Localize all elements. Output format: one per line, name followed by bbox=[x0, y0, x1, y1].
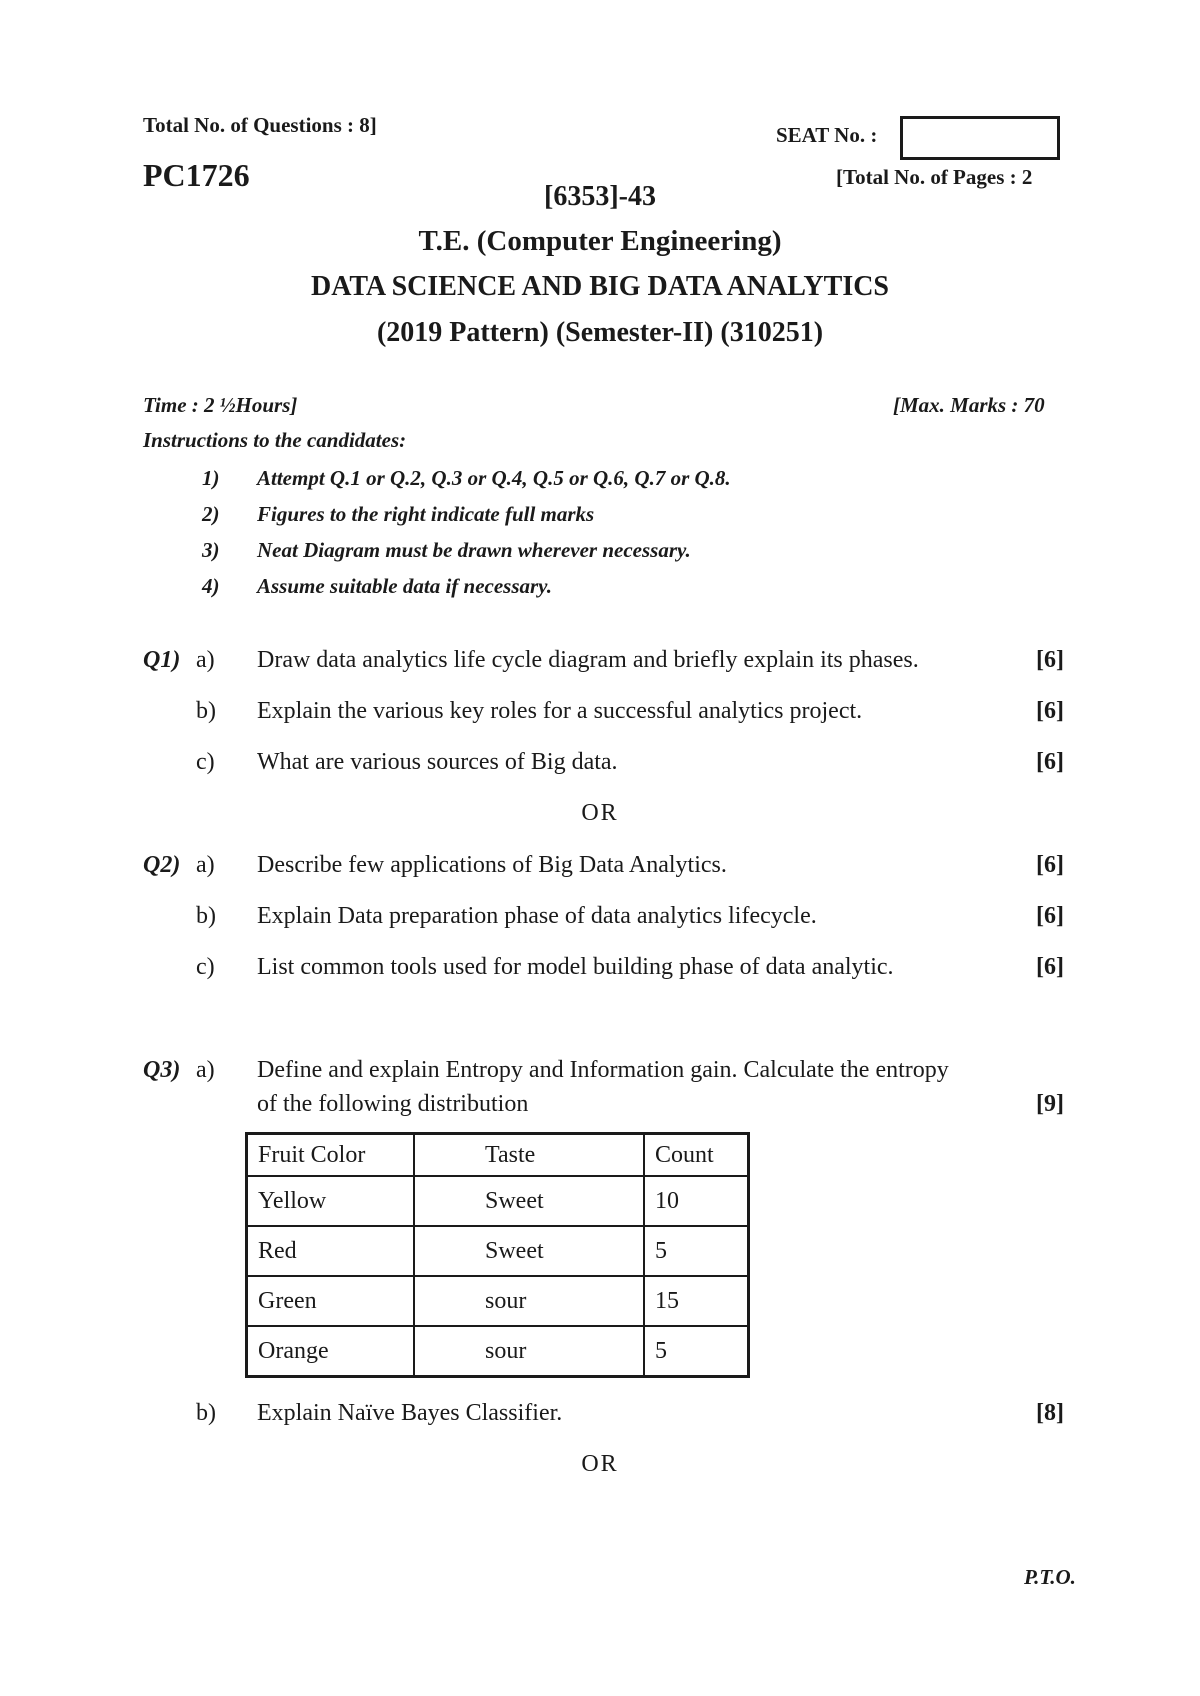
table-row bbox=[247, 1226, 749, 1276]
instruction-text: Figures to the right indicate full marks bbox=[257, 502, 595, 526]
question-text: Describe few applications of Big Data Analytics. bbox=[257, 852, 727, 878]
marks: [8] bbox=[1036, 1400, 1064, 1426]
table-cell: Orange bbox=[247, 1326, 415, 1377]
table-cell: 5 bbox=[644, 1226, 749, 1276]
question-text: Draw data analytics life cycle diagram and briefly explain its phases. bbox=[257, 647, 919, 673]
total-questions: Total No. of Questions : 8] bbox=[143, 113, 377, 137]
table-header: Count bbox=[644, 1134, 749, 1177]
question-text: List common tools used for model building phase of data analytic. bbox=[257, 954, 894, 980]
or-separator: OR bbox=[581, 800, 619, 826]
pattern-line: (2019 Pattern) (Semester-II) (310251) bbox=[376, 317, 824, 348]
part-label: c) bbox=[196, 954, 215, 980]
table-cell: Green bbox=[247, 1276, 415, 1326]
table-cell: sour bbox=[414, 1276, 644, 1326]
instruction-text: Assume suitable data if necessary. bbox=[257, 574, 552, 598]
instruction-num: 3) bbox=[202, 538, 220, 562]
instruction-text: Attempt Q.1 or Q.2, Q.3 or Q.4, Q.5 or Q.6, Q.7 or Q.8. bbox=[257, 466, 731, 490]
instruction-num: 2) bbox=[202, 502, 220, 526]
marks: [6] bbox=[1036, 954, 1064, 980]
instruction-num: 4) bbox=[202, 574, 220, 598]
or-separator: OR bbox=[581, 1451, 619, 1477]
marks: [6] bbox=[1036, 698, 1064, 724]
distribution-table bbox=[245, 1132, 750, 1378]
question-label-q1: Q1) bbox=[143, 647, 181, 673]
part-label: b) bbox=[196, 698, 216, 724]
question-label-q3: Q3) bbox=[143, 1057, 181, 1083]
table-cell: 5 bbox=[644, 1326, 749, 1377]
table-cell: 15 bbox=[644, 1276, 749, 1326]
table-row bbox=[247, 1176, 749, 1226]
question-text: Explain Naïve Bayes Classifier. bbox=[257, 1400, 563, 1426]
table-cell: Red bbox=[247, 1226, 415, 1276]
table-row bbox=[247, 1326, 749, 1377]
part-label: c) bbox=[196, 749, 215, 775]
instruction-text: Neat Diagram must be drawn wherever necessary. bbox=[257, 538, 691, 562]
time-allowed: Time : 2 ½Hours] bbox=[143, 393, 298, 417]
page-footer-pto: P.T.O. bbox=[1024, 1565, 1076, 1589]
part-label: a) bbox=[196, 852, 215, 878]
instruction-num: 1) bbox=[202, 466, 220, 490]
question-text: Explain the various key roles for a successful analytics project. bbox=[257, 698, 863, 724]
table-header-row bbox=[247, 1134, 749, 1177]
question-label-q2: Q2) bbox=[143, 852, 181, 878]
marks: [6] bbox=[1036, 749, 1064, 775]
table-cell: 10 bbox=[644, 1176, 749, 1226]
max-marks: [Max. Marks : 70 bbox=[893, 393, 1045, 417]
question-text: What are various sources of Big data. bbox=[257, 749, 618, 775]
marks: [9] bbox=[1036, 1091, 1064, 1117]
table-row bbox=[247, 1276, 749, 1326]
seat-number-box[interactable] bbox=[900, 116, 1060, 160]
part-label: b) bbox=[196, 903, 216, 929]
part-label: a) bbox=[196, 1057, 215, 1083]
instructions-title: Instructions to the candidates: bbox=[143, 428, 407, 452]
course-title: T.E. (Computer Engineering) bbox=[418, 225, 782, 257]
table-header: Taste bbox=[414, 1134, 644, 1177]
question-text-cont: of the following distribution bbox=[257, 1091, 529, 1117]
total-pages: [Total No. of Pages : 2 bbox=[836, 165, 1033, 189]
paper-code: PC1726 bbox=[143, 157, 250, 193]
part-label: a) bbox=[196, 647, 215, 673]
question-text: Define and explain Entropy and Information gain. Calculate the entropy bbox=[257, 1057, 949, 1083]
part-label: b) bbox=[196, 1400, 216, 1426]
table-cell: Sweet bbox=[414, 1176, 644, 1226]
marks: [6] bbox=[1036, 647, 1064, 673]
marks: [6] bbox=[1036, 852, 1064, 878]
marks: [6] bbox=[1036, 903, 1064, 929]
subject-title: DATA SCIENCE AND BIG DATA ANALYTICS bbox=[310, 271, 890, 302]
question-text: Explain Data preparation phase of data analytics lifecycle. bbox=[257, 903, 817, 929]
table-header: Fruit Color bbox=[247, 1134, 415, 1177]
exam-code: [6353]-43 bbox=[544, 181, 656, 212]
table-cell: Yellow bbox=[247, 1176, 415, 1226]
table-cell: Sweet bbox=[414, 1226, 644, 1276]
seat-label: SEAT No. : bbox=[776, 123, 878, 147]
table-cell: sour bbox=[414, 1326, 644, 1377]
